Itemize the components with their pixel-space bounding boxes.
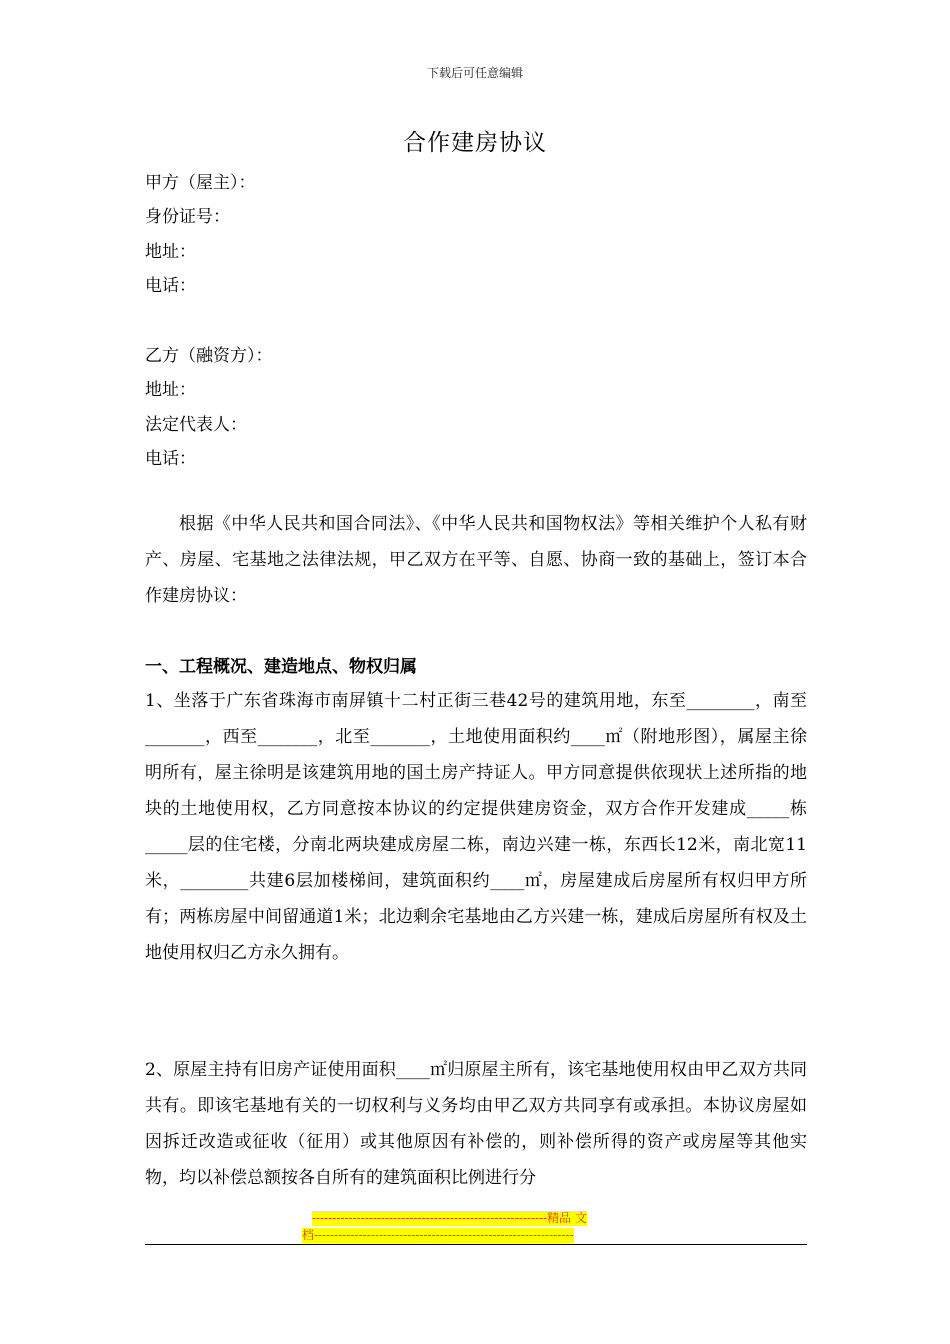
preamble-paragraph: 根据《中华人民共和国合同法》、《中华人民共和国物权法》等相关维护个人私有财产、房屋、宅基地之法律法规，甲乙双方在平等、自愿、协商一致的基础上，签订本合作建房协议： (145, 514, 807, 606)
section-1-heading: 一、工程概况、建造地点、物权归属 (145, 657, 417, 677)
footer-watermark-line-2: 档---------------------------------------------------------------- (302, 1228, 574, 1242)
party-a-phone-label: 电话： (145, 276, 196, 296)
footer-watermark-line-1: ----------------------------------------------------------精品 文 (312, 1211, 587, 1225)
footer-divider (145, 1244, 807, 1245)
party-b-rep-label: 法定代表人： (145, 415, 247, 435)
party-a-id-label: 身份证号： (145, 207, 230, 227)
party-b-address-label: 地址： (145, 380, 196, 400)
document-title: 合作建房协议 (403, 130, 547, 156)
clause-2-paragraph: 2、原屋主持有旧房产证使用面积____㎡归原屋主所有，该宅基地使用权由甲乙双方共同共有。即该宅基地有关的一切权利与义务均由甲乙双方共同享有或承担。本协议房屋如因拆迁改造或征收（征用）或其他原因有补偿的，则补偿所得的资产或房屋等其他实物，均以补偿总额按各自所有的建筑面积比例进行分 (145, 1060, 807, 1188)
clause-1-paragraph: 1、坐落于广东省珠海市南屏镇十二村正街三巷42号的建筑用地，东至________，南至_______，西至_______，北至_______，土地使用面积约____㎡（附地形图），属屋主徐明所有，屋主徐明是该建筑用地的国土房产持证人。甲方同意提供依现状上述所指的地块的土地使用权，乙方同意按本协议的约定提供建房资金，双方合作开发建成_____栋_____层的住宅楼，分南北两块建成房屋二栋，南边兴建一栋，东西长12米，南北宽11米，________共建6层加楼梯间，建筑面积约____㎡，房屋建成后房屋所有权归甲方所有；两栋房屋中间留通道1米；北边剩余宅基地由乙方兴建一栋，建成后房屋所有权及土地使用权归乙方永久拥有。 (145, 691, 807, 963)
party-a-address-label: 地址： (145, 242, 196, 262)
party-b-phone-label: 电话： (145, 449, 196, 469)
party-b-name-label: 乙方（融资方）： (145, 346, 273, 366)
party-a-name-label: 甲方（屋主）： (145, 173, 256, 193)
header-note: 下载后可任意编辑 (426, 66, 523, 80)
